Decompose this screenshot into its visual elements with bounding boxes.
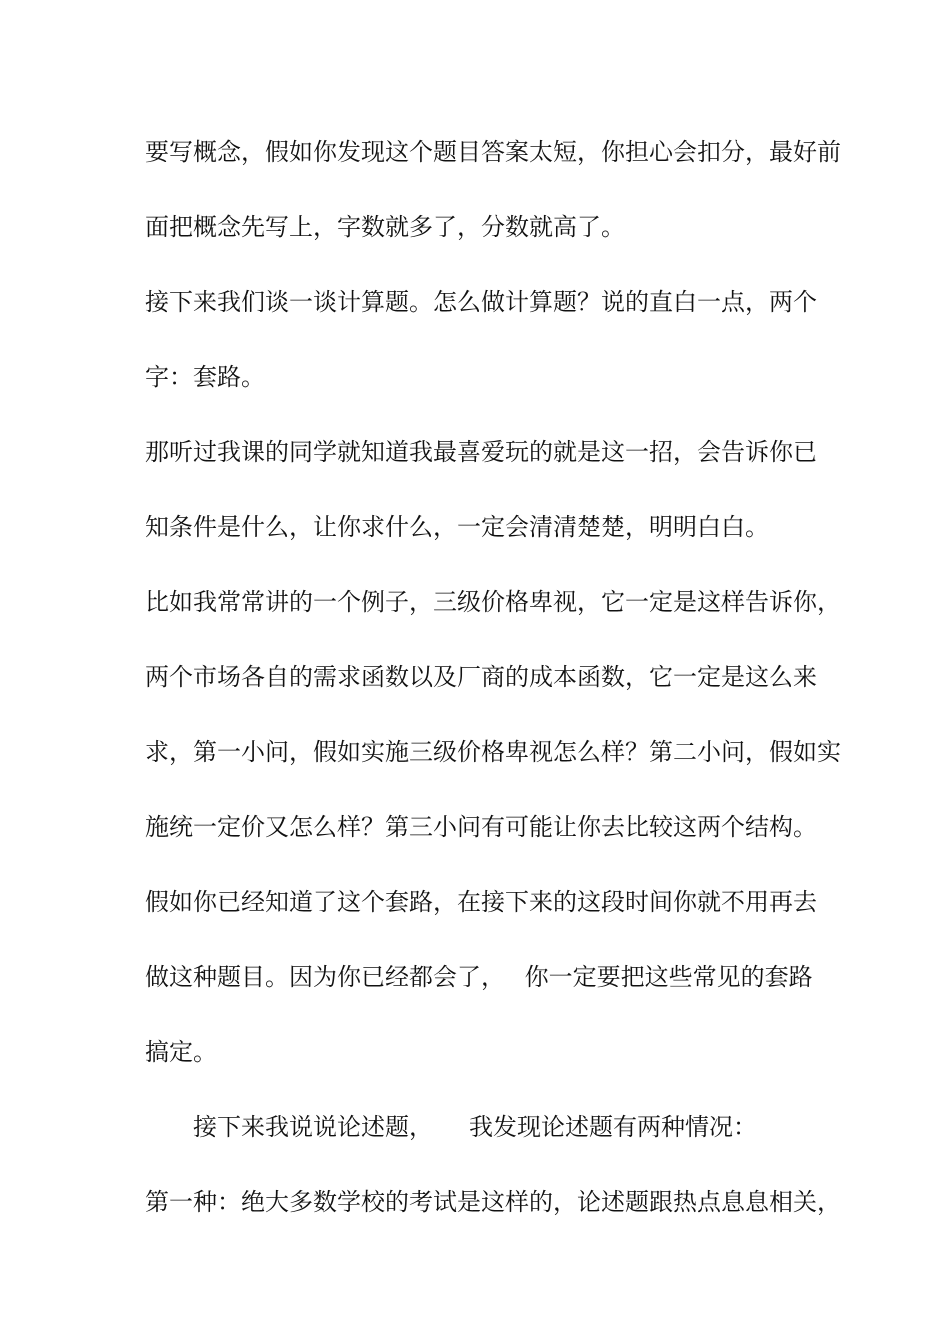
text-line: 第一种：绝大多数学校的考试是这样的，论述题跟热点息息相关， — [145, 1188, 841, 1216]
text-line: 那听过我课的同学就知道我最喜爱玩的就是这一招，会告诉你已 — [145, 438, 817, 466]
text-line: 搞定。 — [145, 1038, 217, 1066]
text-line: 比如我常常讲的一个例子，三级价格卑视，它一定是这样告诉你， — [145, 588, 841, 616]
text-line: 要写概念，假如你发现这个题目答案太短，你担心会扣分，最好前 — [145, 138, 841, 166]
text-line: 两个市场各自的需求函数以及厂商的成本函数，它一定是这么来 — [145, 663, 817, 691]
text-line: 求，第一小问，假如实施三级价格卑视怎么样？第二小问，假如实 — [145, 738, 841, 766]
text-line: 字：套路。 — [145, 363, 265, 391]
text-line: 施统一定价又怎么样？第三小问有可能让你去比较这两个结构。 — [145, 813, 817, 841]
text-line: 知条件是什么，让你求什么，一定会清清楚楚，明明白白。 — [145, 513, 769, 541]
text-line: 接下来我们谈一谈计算题。怎么做计算题？说的直白一点，两个 — [145, 288, 817, 316]
text-line: 面把概念先写上，字数就多了，分数就高了。 — [145, 213, 625, 241]
text-line: 假如你已经知道了这个套路，在接下来的这段时间你就不用再去 — [145, 888, 817, 916]
text-line: 做这种题目。因为你已经都会了， 你一定要把这些常见的套路 — [145, 963, 813, 991]
text-line-indented: 接下来我说说论述题， 我发现论述题有两种情况： — [193, 1113, 757, 1141]
